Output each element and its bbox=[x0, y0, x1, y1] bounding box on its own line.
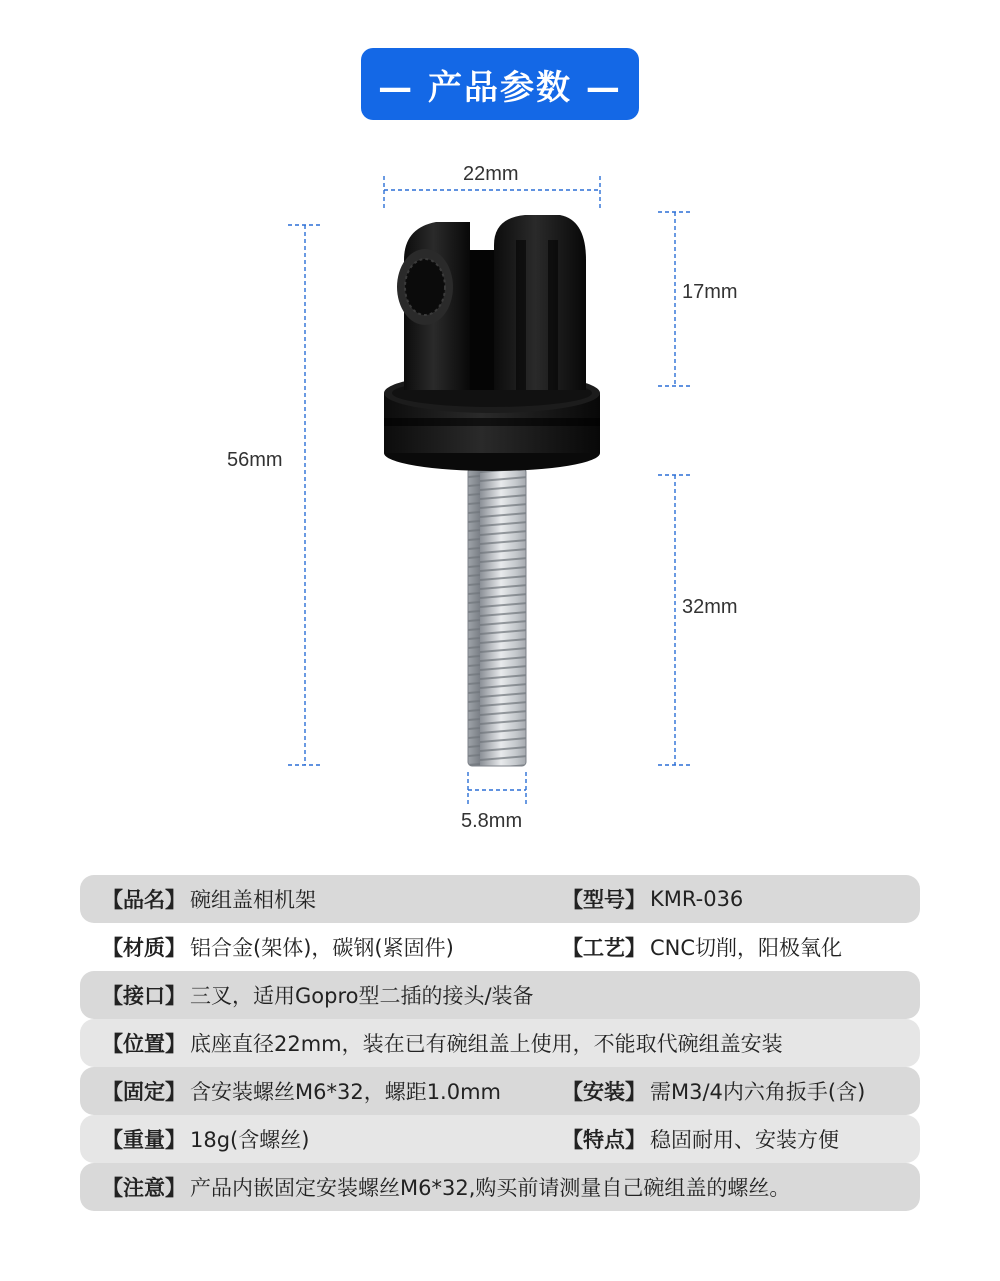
dim-diameter-label: 5.8mm bbox=[461, 810, 523, 832]
spec-value: 铝合金(架体)，碳钢(紧固件) bbox=[190, 936, 454, 960]
spec-row bbox=[80, 923, 920, 971]
spec-value: KMR-036 bbox=[650, 887, 744, 911]
spec-key: 【固定】 bbox=[102, 1080, 186, 1104]
spec-value: 底座直径22mm，装在已有碗组盖上使用，不能取代碗组盖安装 bbox=[190, 1032, 783, 1056]
spec-key: 【注意】 bbox=[102, 1176, 186, 1200]
mount-prong-shape bbox=[397, 215, 586, 390]
spec-key: 【重量】 bbox=[102, 1128, 186, 1152]
spec-row bbox=[80, 875, 920, 923]
spec-value: CNC切削，阳极氧化 bbox=[650, 936, 843, 960]
spec-key: 【位置】 bbox=[102, 1032, 186, 1056]
product-dimension-diagram bbox=[0, 150, 1000, 850]
spec-key: 【型号】 bbox=[562, 888, 646, 912]
dim-width-label: 22mm bbox=[463, 163, 519, 185]
dim-head-height-label: 17mm bbox=[682, 281, 738, 303]
spec-key: 【特点】 bbox=[562, 1128, 646, 1152]
spec-value: 碗组盖相机架 bbox=[190, 888, 316, 912]
product-illustration bbox=[0, 150, 1000, 850]
spec-value: 产品内嵌固定安装螺丝M6*32,购买前请测量自己碗组盖的螺丝。 bbox=[190, 1176, 791, 1200]
spec-row bbox=[80, 1019, 920, 1067]
spec-key: 【工艺】 bbox=[562, 936, 646, 960]
spec-key: 【材质】 bbox=[102, 936, 186, 960]
spec-key: 【品名】 bbox=[102, 888, 186, 912]
screw-shape bbox=[468, 468, 526, 766]
spec-key: 【安装】 bbox=[562, 1080, 646, 1104]
section-title-banner bbox=[361, 48, 639, 120]
spec-row bbox=[80, 971, 920, 1019]
spec-value: 18g(含螺丝) bbox=[190, 1128, 310, 1152]
section-title: — 产品参数 — bbox=[378, 67, 622, 108]
dim-total-height-label: 56mm bbox=[227, 449, 283, 471]
spec-row bbox=[80, 1067, 920, 1115]
spec-value: 需M3/4内六角扳手(含) bbox=[650, 1080, 866, 1104]
dim-screw-length-label: 32mm bbox=[682, 596, 738, 618]
spec-row bbox=[80, 1115, 920, 1163]
spec-value: 三叉，适用Gopro型二插的接头/装备 bbox=[190, 984, 534, 1008]
spec-key: 【接口】 bbox=[102, 984, 186, 1008]
spec-value: 稳固耐用、安装方便 bbox=[650, 1128, 839, 1152]
spec-value: 含安装螺丝M6*32，螺距1.0mm bbox=[190, 1080, 502, 1104]
spec-row bbox=[80, 1163, 920, 1211]
spec-table bbox=[80, 875, 920, 1211]
